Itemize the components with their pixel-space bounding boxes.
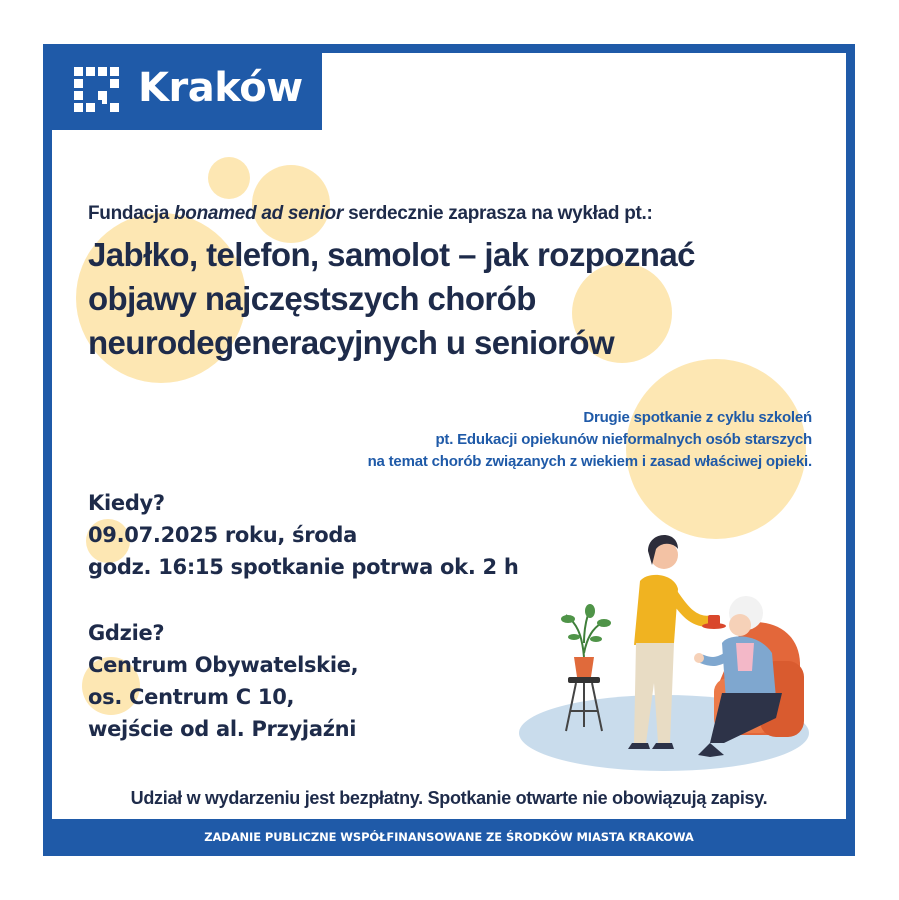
- krakow-logo-icon: [74, 67, 119, 112]
- poster-frame: [43, 44, 855, 856]
- decor-circle: [208, 157, 250, 199]
- krakow-logo-bar: [52, 53, 322, 130]
- title-line-1: Jabłko, telefon, samolot – jak rozpoznać: [88, 236, 695, 273]
- organization-name: bonamed ad senior: [173, 203, 344, 224]
- when-section: [88, 487, 519, 583]
- participation-note: Udział w wydarzeniu jest bezpłatny. Spotkanie otwarte nie obowiązują zapisy.: [130, 788, 768, 808]
- where-heading: Gdzie?: [88, 621, 165, 645]
- intro-suffix: serdecznie zaprasza na wykład pt.:: [343, 203, 653, 224]
- where-section: [88, 617, 358, 745]
- venue-address: os. Centrum C 10,: [88, 685, 295, 709]
- intro-prefix: Fundacja: [88, 203, 174, 224]
- title-line-3: neurodegeneracyjnych u seniorów: [88, 324, 615, 361]
- title-line-2: objawy najczęstszych chorób: [88, 280, 536, 317]
- when-heading: Kiedy?: [88, 491, 165, 515]
- brand-name: Kraków: [138, 65, 303, 111]
- event-date: 09.07.2025 roku, środa: [88, 523, 358, 547]
- event-time: godz. 16:15 spotkanie potrwa ok. 2 h: [88, 555, 519, 579]
- venue-name: Centrum Obywatelskie,: [88, 653, 359, 677]
- intro-line: [88, 203, 653, 225]
- series-info: [252, 407, 812, 473]
- caregiver-illustration: [514, 493, 834, 773]
- series-line-2: pt. Edukacji opiekunów nieformalnych osób starszych: [435, 431, 812, 448]
- lecture-title: [88, 233, 768, 365]
- venue-entrance: wejście od al. Przyjaźni: [88, 717, 357, 741]
- funding-footer: ZADANIE PUBLICZNE WSPÓŁFINANSOWANE ZE ŚRODKÓW MIASTA KRAKOWA: [52, 819, 846, 856]
- series-line-1: Drugie spotkanie z cyklu szkoleń: [583, 409, 812, 426]
- series-line-3: na temat chorób związanych z wiekiem i zasad właściwej opieki.: [367, 453, 812, 470]
